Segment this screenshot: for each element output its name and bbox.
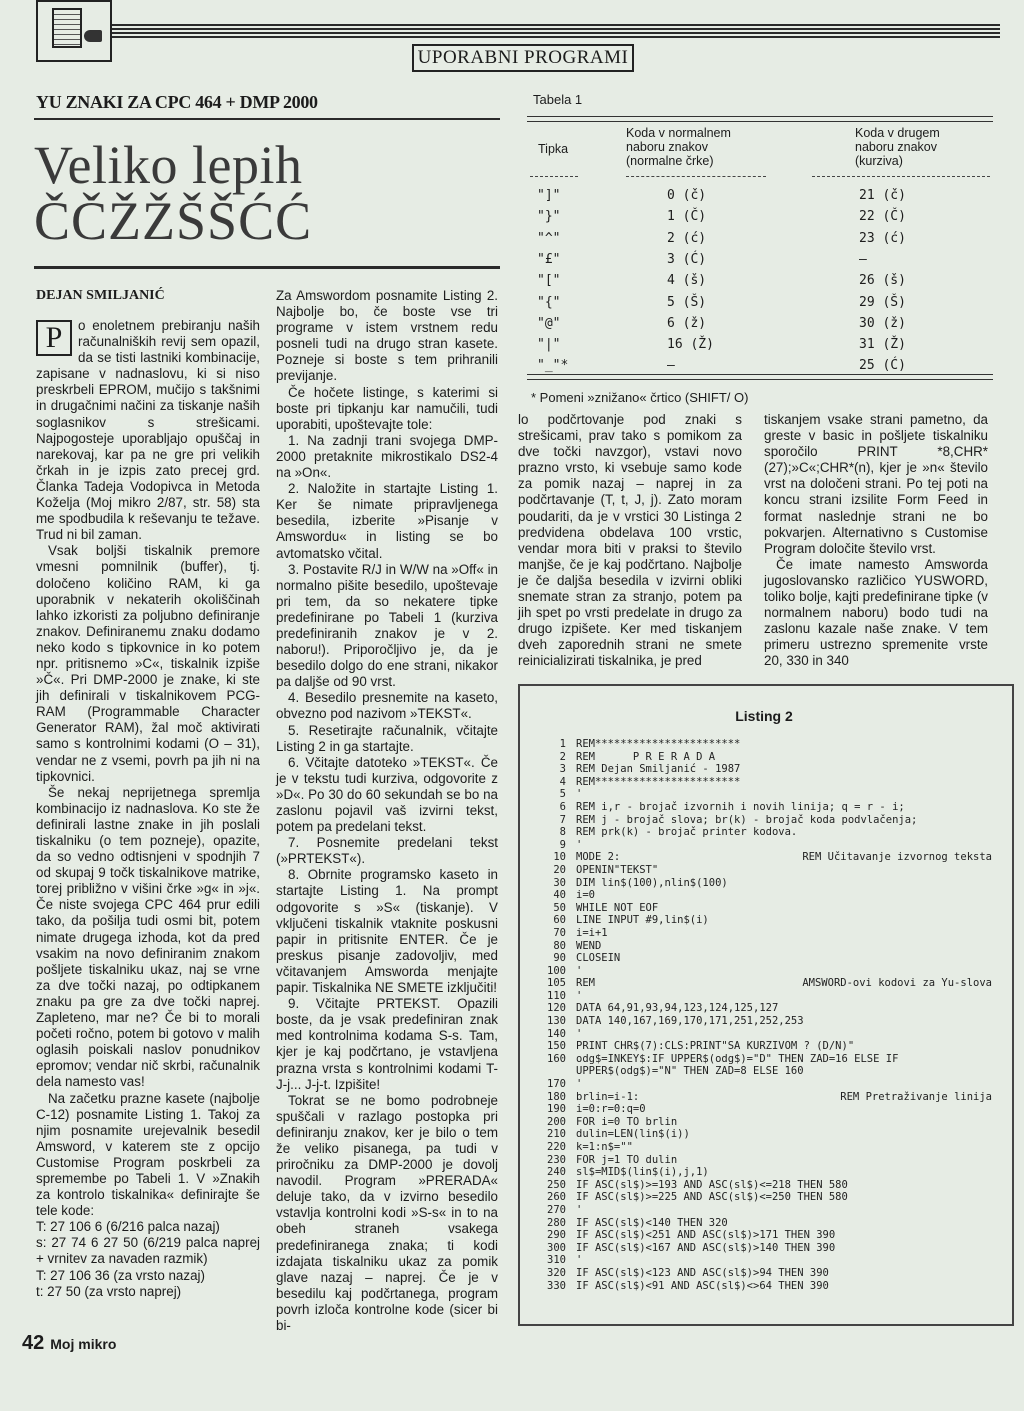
table-row [527,316,993,338]
listing-line [526,990,1006,1003]
line-code: IF ASC(sl$)<123 AND ASC(sl$)>94 THEN 390 [576,1266,829,1279]
listing-line [526,814,1006,827]
table-cell-normal: 4 (š) [667,273,707,289]
listing-line [526,1254,1006,1267]
line-number: 20 [553,863,566,876]
paragraph: Za Amswordom posnamite Listing 2. Najbolje bo, če boste vse tri programe v istem vrstnem redu posneli tudi na drugo stran kasete. Pozneje si boste s tem prihranili previjanje. [276,288,498,384]
table-cell-italic: 26 (š) [859,273,906,289]
listing-line [526,839,1006,852]
listing-line [526,1229,1006,1242]
listing-title: Listing 2 [735,708,793,724]
line-code: WEND [576,939,602,952]
listing-line [526,952,1006,965]
table-row [527,252,993,274]
line-code: REM i,r - brojač izvornih i novih linija; q = r - i; [576,800,905,813]
listing-line [526,977,1006,990]
table-cell-key: "_"* [537,358,569,374]
line-number: 170 [547,1078,566,1091]
table-cell-italic: 23 (ć) [859,230,906,246]
listing-line [526,1179,1006,1192]
line-number: 230 [547,1153,566,1166]
page-footer [22,1332,116,1355]
line-code: REM*********************** [576,738,741,750]
line-number: 50 [553,901,566,914]
paragraph: Na začetku prazne kasete (najbolje C-12) posnamite Listing 1. Takoj za njim posnamite urejevalnik besedil Amsword, v katerem ste z opcijo Customise Program poskrbeli za spremembe po Tabeli 1. V »Znakih za kontrolo tiskalnika« definirajte še tele kode: [36,1090,260,1219]
listing-line [526,1053,1006,1066]
line-code: ' [576,989,583,1002]
article-title-line1: Veliko lepih [34,135,303,195]
listing-line [526,1166,1006,1179]
table-cell-key: "}" [537,209,561,225]
listing-line [526,1154,1006,1167]
line-number: 310 [547,1254,566,1267]
listing-line [526,1280,1006,1293]
line-code: ' [576,838,583,851]
listing-line [526,1191,1006,1204]
code-line: s: 27 74 6 27 50 (6/219 palca naprej + vrnitev za navaden razmik) [36,1235,260,1267]
line-number: 270 [547,1203,566,1216]
line-number: 10 [553,851,566,864]
paragraph: lo podčrtovanje pod znaki s strešicami, prav tako s pomikom za dve točki navzgor), vstavi novo prazno vrsto, ki vsebuje samo kode za pomik nazaj – naprej in za podčrtavanje (T, t, J, j). Zato moram poudariti, da je v vrstici 30 Listinga 2 predvidena obdelava 100 vrstic, vendar mora biti v praksi to število manjše, če je kaj podčrtano. Najbolje je če daljša besedila v izvirni obliki snemate stran za stranjo, potem pa jih spet po vrsti predelate in drugo za drugo izpišete. Ker med tiskanjem dveh zaporednih strani ne smete reinicializirati tiskalnika, je pred [518,412,742,669]
section-label: UPORABNI PROGRAMI [412,44,634,72]
line-code: dulin=LEN(lin$(i)) [576,1128,690,1141]
line-code: CLOSEIN [576,952,621,965]
line-number: 30 [553,876,566,889]
paragraph: 4. Besedilo presnemite na kaseto, obvezno pod nazivom »TEKST«. [276,690,498,722]
line-number: 160 [547,1052,566,1065]
line-code: sl$=MID$(lin$(i),j,1) [576,1166,709,1179]
table-cell-italic: 21 (č) [859,188,906,203]
line-code: ' [576,1027,583,1040]
line-code: brlin=i-1: [576,1090,640,1103]
line-number: 220 [547,1141,566,1153]
line-number: 150 [547,1040,566,1053]
page-number: 42 [22,1332,45,1354]
line-code: REM j - brojač slova; br(k) - brojač koda podvlačenja; [576,813,918,826]
table-row [527,337,993,359]
listing-line [526,801,1006,814]
line-code: FOR j=1 TO dulin [576,1153,678,1166]
paragraph: 9. Včitajte PRTEKST. Opazili boste, da je vsak predefiniran znak med kontrolnima kodama S-s. Tam, kjer je kaj podčrtano, je vstavljena prazna vrsta s kontrolnimi kodami T-J-j... J-j-t. Izpišite! [276,996,498,1092]
line-number: 70 [553,926,566,939]
listing-line [526,1141,1006,1154]
line-code: IF ASC(sl$)>=225 AND ASC(sl$)<=250 THEN 580 [576,1191,848,1204]
line-number: 60 [553,914,566,927]
line-code: DATA 140,167,169,170,171,251,252,253 [576,1015,804,1028]
article-column-1 [36,318,260,1300]
listing-line [526,1128,1006,1141]
line-code: REM P R E R A D A [576,750,716,763]
table-cell-key: "£" [537,251,561,267]
listing-line [526,738,1006,751]
listing-line [526,1040,1006,1053]
line-number: 4 [559,775,566,788]
line-number: 40 [553,889,566,902]
line-comment: REM Pretraživanje linija [840,1090,992,1103]
article-column-2 [276,288,498,1334]
listing-line [526,1028,1006,1041]
listing-line [526,1116,1006,1129]
listing-line [526,1103,1006,1116]
table-cell-normal: 1 (Č) [667,209,707,225]
paragraph: tiskanjem vsake strani pametno, da greste v basic in pošljete tiskalniku sporočilo PRINT *8,CHR*(27);»C«;CHR*(n), kjer je »n« število vrst na določeni strani. Po tej poti na koncu strani izsilite Form Feed in format naslednje strani ne bo pokvarjen. Alternativno s Customise Program določite število vrst. [764,412,988,556]
line-number: 5 [559,788,566,801]
line-number: 300 [547,1241,566,1254]
table-row [527,209,993,231]
listing-line [526,1267,1006,1280]
article-title-line2: ČČŽŽŠŠĆĆ [34,191,313,251]
listing-line [526,864,1006,877]
author: DEJAN SMILJANIĆ [36,288,165,303]
listing-line [526,1217,1006,1230]
line-number: 240 [547,1166,566,1179]
paragraph: 8. Obrnite programsko kaseto in startajte Listing 1. Na prompt odgovorite s »S« (tiskanje). V vključeni tiskalnik vtaknite poskusni papir in pritisnite ENTER. Če je preskus pisanje zadovoljiv, med včitavanjem Amsworda menjajte papir. Tiskalnika NE SMETE izključiti! [276,867,498,996]
line-number: 200 [547,1115,566,1128]
listing-line [526,877,1006,890]
table-cell-normal: 0 (č) [667,188,707,203]
line-number: 110 [547,989,566,1002]
line-number: 120 [547,1002,566,1015]
code-listing [526,738,1006,1292]
line-comment: REM Učitavanje izvornog teksta [802,851,992,864]
table-cell-key: "|" [537,337,561,353]
line-number: 105 [547,977,566,990]
line-number: 3 [559,763,566,776]
line-number: 90 [553,952,566,965]
line-number: 130 [547,1015,566,1028]
line-code: REM [576,977,595,990]
listing-line [526,788,1006,801]
table-cell-normal: 6 (ž) [667,315,707,331]
line-code: DATA 64,91,93,94,123,124,125,127 [576,1002,779,1015]
listing-line [526,1204,1006,1217]
line-code: i=0 [576,889,595,902]
listing-line [526,1002,1006,1015]
listing-line [526,889,1006,902]
line-number: 260 [547,1191,566,1204]
table-footnote: * Pomeni »znižano« črtico (SHIFT/ O) [531,390,749,405]
line-code: ' [576,788,583,801]
line-number: 210 [547,1128,566,1141]
line-code: UPPER$(odg$)="N" THEN ZAD=8 ELSE 160 [576,1065,804,1078]
line-number: 280 [547,1216,566,1229]
table-cell-italic: 25 (Ć) [859,358,906,374]
line-code: ' [576,1254,583,1267]
listing-line [526,940,1006,953]
paragraph: Vsak boljši tiskalnik premore vmesni pomnilnik (buffer), tj. določeno količino RAM, ki ga uporabnik v nekaterih okoliščinah lahko izkoristi za poljubno definiranje znakov. Definiranemu znaku dodamo neko kodo s tipkovnice in ko potem npr. pritisnemo »C«, tiskalnik izpiše »Č«. Pri DMP-2000 je znake, ki ste jih definirali v tiskalnikovem PCG-RAM (Programmable Character Generator RAM), žal moč aktivirati samo s kontrolnimi kodami (O – 31), vendar ne z vsemi, povrh pa jih ni na tipkovnici. [36,543,260,784]
line-code: WHILE NOT EOF [576,901,659,914]
article-column-3 [518,412,742,670]
table-cell-key: "]" [537,188,561,203]
paragraph: Še nekaj neprijetnega spremlja kombinacijo iz nadnaslova. Ko ste že definirali lastne znake in jih poslali tiskalniku (o tem pozneje), opazite, da so vedno odtisnjeni v spodnjih 7 od skupaj 9 točk tiskalnikove matrike, torej približno v višini črke »g« in »j«. Če niste svojega CPC 464 prur edili tako, da pošilja tudi osmi bit, potem nimate drugega izhoda, kot da pred vsakim na novo definiranim znakom pošljete tiskalniku ukaz, naj se vrne za dve točki nazaj, po odtipkanem znaku pa gre za dve točki naprej. Zapleteno, mar ne? Če bi to morali početi ročno, potem bi gotovo v malih oglasih poiskali naslov ponudnikov epromov; vendar nič skrbi, računalnik dela namesto vas! [36,784,260,1090]
divider [626,176,766,177]
line-code: i=i+1 [576,926,608,939]
line-code: PRINT CHR$(7):CLS:PRINT"SA KURZIVOM ? (D/N)" [576,1040,855,1053]
paragraph: 7. Posnemite predelani tekst (»PRTEKST«). [276,835,498,867]
line-number: 180 [547,1090,566,1103]
line-code: ' [576,1203,583,1216]
paragraph: Če hočete listinge, s katerimi si boste pri tipkanju kar namučili, tudi uporabiti, upoštevajte tole: [276,384,498,432]
magazine-name: Moj mikro [50,1336,117,1352]
table-cell-italic: 22 (Č) [859,209,906,225]
table-header-italic: Koda v drugem naboru znakov (kurziva) [855,126,940,168]
table-cell-normal: 2 (ć) [667,230,707,246]
listing-line [526,1015,1006,1028]
table-cell-italic: 29 (Š) [859,294,906,310]
listing-line [526,902,1006,915]
line-number: 250 [547,1178,566,1191]
line-code: k=1:n$="" [576,1141,633,1153]
listing-line [526,1078,1006,1091]
line-code: IF ASC(sl$)>=193 AND ASC(sl$)<=218 THEN 580 [576,1178,848,1191]
table-cell-key: "{" [537,294,561,310]
line-code: REM*********************** [576,775,741,788]
table-cell-normal: 5 (Š) [667,294,707,310]
document-icon [36,0,112,62]
table-cell-italic: 30 (ž) [859,315,906,331]
line-code: IF ASC(sl$)<167 AND ASC(sl$)>140 THEN 390 [576,1241,836,1254]
line-number: 190 [547,1103,566,1116]
table-cell-normal: 16 (Ž) [667,337,714,353]
line-code: odg$=INKEY$:IF UPPER$(odg$)="D" THEN ZAD=16 ELSE IF [576,1052,899,1065]
paragraph: 1. Na zadnji trani svojega DMP-2000 pretaknite mikrostikalo DS2-4 na »On«. [276,432,498,481]
table-cell-normal: 3 (Ć) [667,251,707,267]
line-number: 6 [559,800,566,813]
line-code: MODE 2: [576,851,621,864]
line-comment: AMSWORD-ovi kodovi za Yu-slova [802,977,992,990]
listing-line [526,826,1006,839]
divider [527,374,993,380]
table-row [527,188,993,210]
divider [812,176,990,177]
table-header-normal: Koda v normalnem naboru znakov (normalne črke) [626,126,731,168]
line-code: REM Dejan Smiljanić - 1987 [576,763,741,776]
line-code: FOR i=0 TO brlin [576,1115,678,1128]
listing-line [526,1065,1006,1078]
line-number: 7 [559,813,566,826]
table-cell-italic: – [859,251,867,267]
table-row [527,273,993,295]
line-code: DIM lin$(100),nlin$(100) [576,876,728,889]
article-column-4 [764,412,988,670]
table-cell-key: "@" [537,315,561,331]
listing-line [526,1091,1006,1104]
paragraph: Tokrat se ne bomo podrobneje spuščali v razlago postopka pri definiranju znakov, ker je bilo o tem že veliko pisanega, pa tudi v priročniku za DMP-2000 je dovolj navodil. Program »PRERADA« deluje tako, da v izvirno besedilo vstavlja kontrolni kodi »S-s« in to na obeh straneh vsakega predefiniranega znaka; ti kodi izdajata tiskalniku ukaz za pomik glave nazaj – naprej. Če je v besedilu kaj podčrtanega, program povrh izloča kontrolne kode (sicer bi bi- [276,1092,498,1333]
code-line: T: 27 106 36 (za vrsto nazaj) [36,1267,205,1283]
line-code: ' [576,964,583,977]
divider [34,266,500,269]
line-number: 8 [559,826,566,839]
line-code: IF ASC(sl$)<140 THEN 320 [576,1216,728,1229]
code-line: t: 27 50 (za vrsto naprej) [36,1283,182,1299]
line-code: IF ASC(sl$)<251 AND ASC(sl$)>171 THEN 390 [576,1229,836,1242]
paragraph: Če imate namesto Amsworda jugoslovansko različico YUSWORD, toliko bolje, kajti predefinirane tipke (v normalnem naboru) bodo tudi na zaslonu kazale naše znake. V tem primeru ustrezno spremenite vrste 20, 330 in 340 [764,556,988,669]
line-number: 320 [547,1266,566,1279]
listing-line [526,851,1006,864]
listing-line [526,751,1006,764]
table-header-key: Tipka [538,142,569,156]
line-number: 9 [559,838,566,851]
divider [34,118,500,120]
line-code: i=0:r=0:q=0 [576,1103,646,1116]
paragraph: 3. Postavite R/J in W/W na »Off« in normalno pišite besedilo, upoštevaje pri tem, da so nekatere tipke predefinirane po Tabeli 1 (kurziva predefiniranih znakov je v 2. naboru!). Priporočljivo je, da je besedilo dolgo do ene strani, nikakor pa daljše od 90 vrst. [276,561,498,690]
line-code: LINE INPUT #9,lin$(i) [576,914,709,927]
line-number: 2 [559,750,566,763]
paragraph: 6. Včitajte datoteko »TEKST«. Če je v tekstu tudi kurziva, odgovorite z »D«. Po 30 do 60 sekundah se bo na zaslonu pojavil vaš izvirni tekst, potem pa predelani tekst. [276,754,498,835]
table-cell-key: "^" [537,230,561,246]
paragraph: 2. Naložite in startajte Listing 1. Ker še nimate pripravljenega besedila, izberite »Pisanje v Amswordu« in listing se bo avtomatsko včital. [276,481,498,561]
line-code: ' [576,1078,583,1091]
header-band [0,22,1000,44]
line-number: 140 [547,1027,566,1040]
table-title: Tabela 1 [533,92,583,107]
listing-line [526,965,1006,978]
code-line: T: 27 106 6 (6/216 palca nazaj) [36,1219,220,1235]
line-code: IF ASC(sl$)<91 AND ASC(sl$)<>64 THEN 390 [576,1279,829,1292]
table-row [527,231,993,253]
article-supertitle: YU ZNAKI ZA CPC 464 + DMP 2000 [36,92,318,112]
listing-line [526,763,1006,776]
line-number: 290 [547,1229,566,1242]
table-cell-normal: – [667,358,675,374]
divider [527,116,993,122]
line-code: REM prk(k) - brojač printer kodova. [576,826,798,839]
paragraph: 5. Resetirajte računalnik, včitajte Listing 2 in ga startajte. [276,722,498,754]
listing-line [526,927,1006,940]
drop-cap: P [36,320,72,356]
table-cell-key: "[" [537,273,561,289]
table-cell-italic: 31 (Ž) [859,337,906,353]
line-number: 100 [547,964,566,977]
line-number: 80 [553,939,566,952]
paragraph: o enoletnem prebiranju naših računalniških revij sem opazil, da se tisti lastniki kombinacije, zapisane v nadnaslovu, ki si niso preskrbeli EPROM, mučijo s takšnimi in drugačnimi načini za tiskanje naših soglasnikov s strešicami. Najpogosteje uporabljajo opuščaj in narekovaj, kar pa ne gre pri velikih črkah in je izpis zato precej grd. Članka Tadeja Vodopivca in Metoda Koželja (Moj mikro 2/87, str. 58) sta me spodbudila k reševanju te težave. Trud ni bil zaman. [36,318,260,543]
line-code: OPENIN"TEKST" [576,863,659,876]
listing-line [526,914,1006,927]
table-row [527,295,993,317]
listing-line [526,776,1006,789]
listing-line [526,1242,1006,1255]
line-number: 1 [559,738,566,750]
line-number: 330 [547,1279,566,1292]
divider [530,176,578,177]
